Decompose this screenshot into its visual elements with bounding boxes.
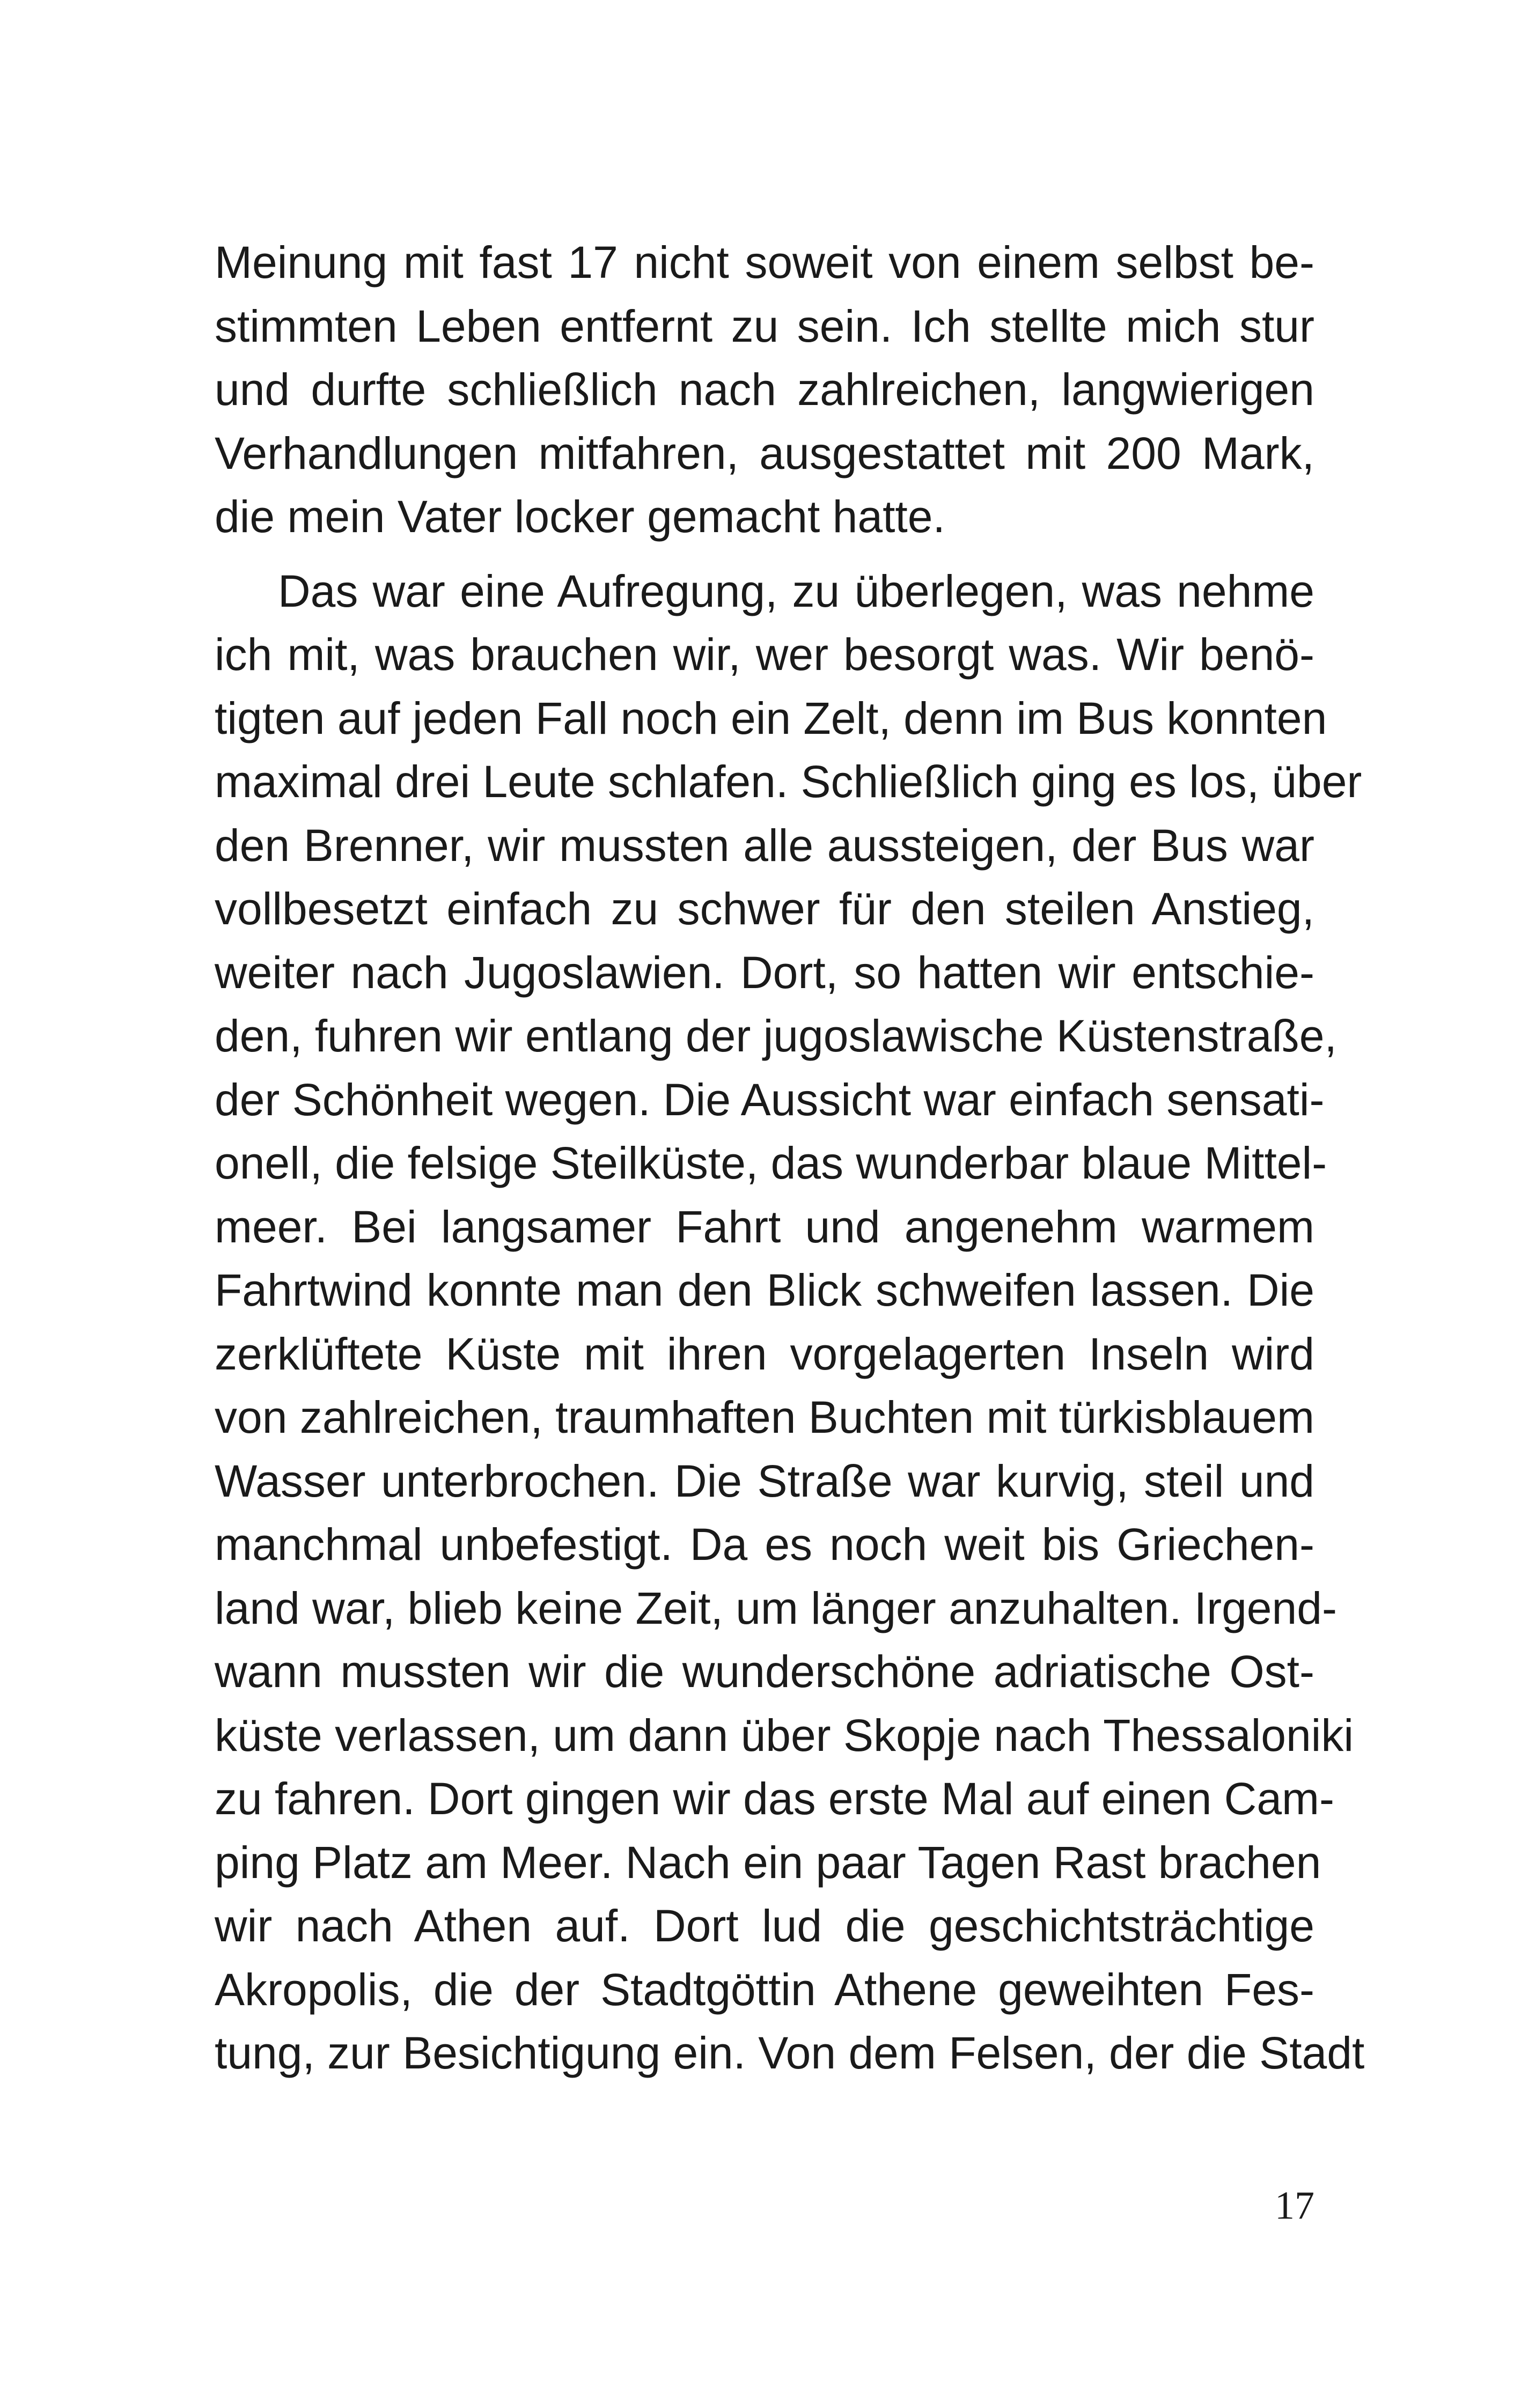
text-line: Verhandlungen mitfahren, ausgestattet mit 200 Mark, (215, 428, 1314, 478)
text-line: die mein Vater locker gemacht hatte. (215, 491, 945, 542)
text-line: Wasser unterbrochen. Die Straße war kurvig, steil und (215, 1455, 1314, 1506)
text-line: vollbesetzt einfach zu schwer für den steilen Anstieg, (215, 883, 1314, 934)
text-line: tigten auf jeden Fall noch ein Zelt, denn im Bus konnten (215, 693, 1327, 743)
text-line: den Brenner, wir mussten alle aussteigen, der Bus war (215, 820, 1314, 871)
text-line: den, fuhren wir entlang der jugoslawische Küstenstraße, (215, 1011, 1337, 1061)
text-line: manchmal unbefestigt. Da es noch weit bis Griechen- (215, 1519, 1314, 1570)
paragraph (215, 231, 1314, 549)
text-line: ping Platz am Meer. Nach ein paar Tagen Rast brachen (215, 1837, 1321, 1888)
text-line: Meinung mit fast 17 nicht soweit von einem selbst be- (215, 237, 1314, 288)
page-number: 17 (1275, 2184, 1314, 2228)
text-line: wir nach Athen auf. Dort lud die geschichtsträchtige (215, 1901, 1314, 1951)
text-line: der Schönheit wegen. Die Aussicht war einfach sensati- (215, 1074, 1325, 1125)
text-line: Fahrtwind konnte man den Blick schweifen lassen. Die (215, 1265, 1314, 1315)
text-line: zerklüftete Küste mit ihren vorgelagerten Inseln wird (215, 1328, 1314, 1379)
text-line: stimmten Leben entfernt zu sein. Ich stellte mich stur (215, 300, 1314, 351)
text-line: und durfte schließlich nach zahlreichen, langwierigen (215, 364, 1314, 415)
body-text (215, 231, 1365, 2085)
paragraph (215, 559, 1365, 2085)
text-line: wann mussten wir die wunderschöne adriatische Ost- (215, 1646, 1314, 1697)
text-line: onell, die felsige Steilküste, das wunderbar blaue Mittel- (215, 1138, 1327, 1188)
text-line: Das war eine Aufregung, zu überlegen, was nehme (278, 565, 1314, 616)
text-line: meer. Bei langsamer Fahrt und angenehm warmem (215, 1201, 1314, 1252)
text-line: küste verlassen, um dann über Skopje nach Thessaloniki (215, 1710, 1354, 1761)
text-line: von zahlreichen, traumhaften Buchten mit türkisblauem (215, 1392, 1314, 1442)
paragraph-gap (215, 549, 1314, 559)
text-line: Akropolis, die der Stadtgöttin Athene geweihten Fes- (215, 1964, 1314, 2015)
text-line: weiter nach Jugoslawien. Dort, so hatten wir entschie- (215, 947, 1314, 998)
text-line: ich mit, was brauchen wir, wer besorgt was. Wir benö- (215, 629, 1314, 680)
text-line: land war, blieb keine Zeit, um länger anzuhalten. Irgend- (215, 1582, 1337, 1633)
text-line: maximal drei Leute schlafen. Schließlich ging es los, über (215, 756, 1362, 807)
text-line: zu fahren. Dort gingen wir das erste Mal auf einen Cam- (215, 1773, 1334, 1824)
text-line: tung, zur Besichtigung ein. Von dem Felsen, der die Stadt (215, 2028, 1365, 2078)
